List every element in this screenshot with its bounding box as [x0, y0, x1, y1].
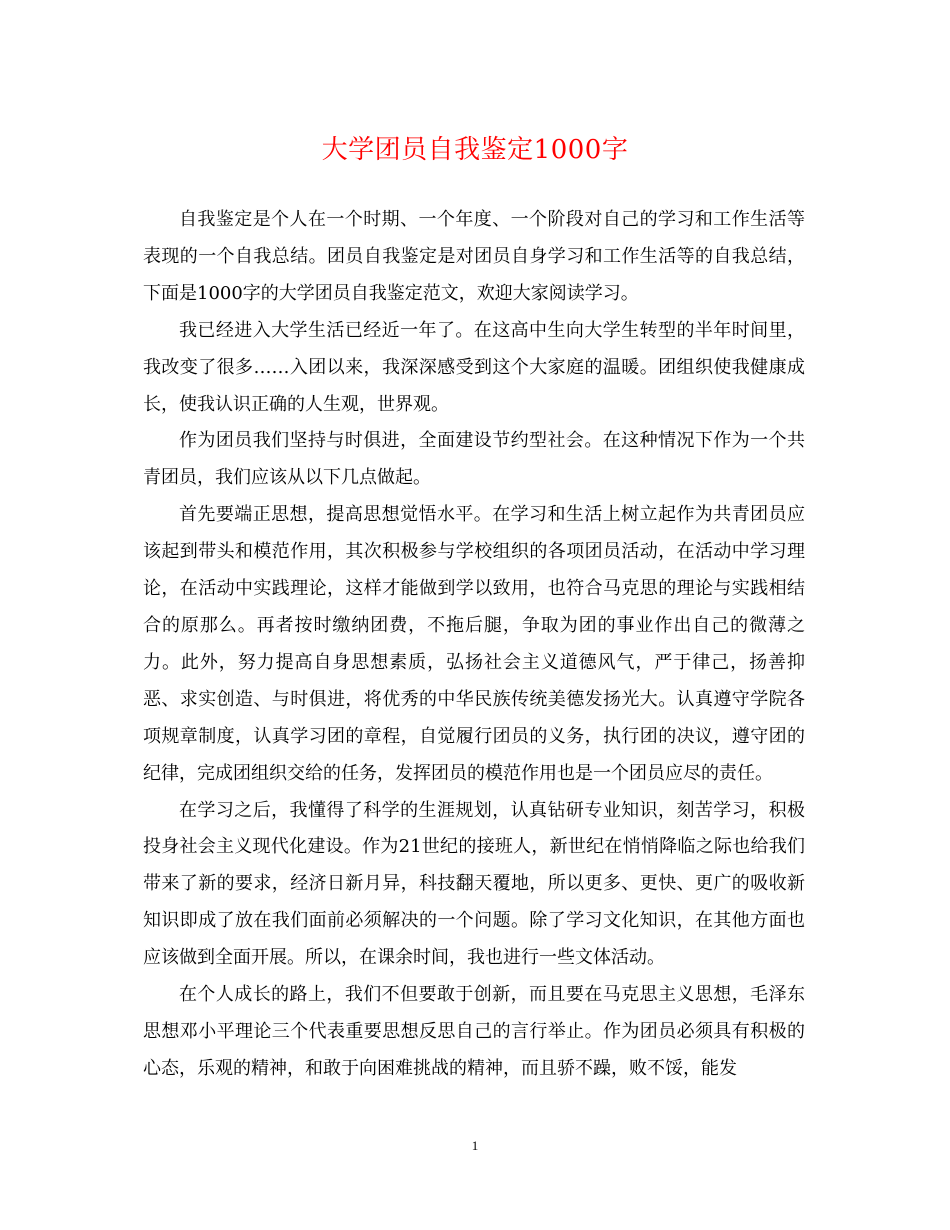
- paragraph-study: 在学习之后，我懂得了科学的生涯规划，认真钻研专业知识，刻苦学习，积极投身社会主义现代化建设。作为21世纪的接班人，新世纪在悄悄降临之际也给我们带来了新的要求，经济日新月异，科技翻天覆地，所以更多、更快、更广的吸收新知识即成了放在我们面前必须解决的一个问题。除了学习文化知识，在其他方面也应该做到全面开展。所以，在课余时间，我也进行一些文体活动。: [143, 799, 805, 969]
- paragraph-intro: 自我鉴定是个人在一个时期、一个年度、一个阶段对自己的学习和工作生活等表现的一个自我总结。团员自我鉴定是对团员自身学习和工作生活等的自我总结，下面是1000字的大学团员自我鉴定范文，欢迎大家阅读学习。: [143, 209, 805, 304]
- document-body: [143, 202, 805, 1088]
- page-number: 1: [471, 1138, 479, 1153]
- document-title: 大学团员自我鉴定1000字: [321, 135, 629, 165]
- paragraph-ideology: 首先要端正思想，提高思想觉悟水平。在学习和生活上树立起作为共青团员应该起到带头和模范作用，其次积极参与学校组织的各项团员活动，在活动中学习理论，在活动中实践理论，这样才能做到学以致用，也符合马克思的理论与实践相结合的原那么。再者按时缴纳团费，不拖后腿，争取为团的事业作出自己的微薄之力。此外，努力提高自身思想素质，弘扬社会主义道德风气，严于律己，扬善抑恶、求实创造、与时俱进，将优秀的中华民族传统美德发扬光大。认真遵守学院各项规章制度，认真学习团的章程，自觉履行团员的义务，执行团的决议，遵守团的纪律，完成团组织交给的任务，发挥团员的模范作用也是一个团员应尽的责任。: [143, 504, 805, 784]
- paragraph-keep-pace: 作为团员我们坚持与时俱进，全面建设节约型社会。在这种情况下作为一个共青团员，我们应该从以下几点做起。: [143, 430, 805, 489]
- paragraph-university-life: 我已经进入大学生活已经近一年了。在这高中生向大学生转型的半年时间里，我改变了很多……入团以来，我深深感受到这个大家庭的温暖。团组织使我健康成长，使我认识正确的人生观，世界观。: [143, 319, 805, 415]
- paragraph-growth: 在个人成长的路上，我们不但要敢于创新，而且要在马克思主义思想，毛泽东思想邓小平理论三个代表重要思想反思自己的言行举止。作为团员必须具有积极的心态，乐观的精神，和敢于向困难挑战的精神，而且骄不躁，败不馁，能发: [143, 984, 805, 1079]
